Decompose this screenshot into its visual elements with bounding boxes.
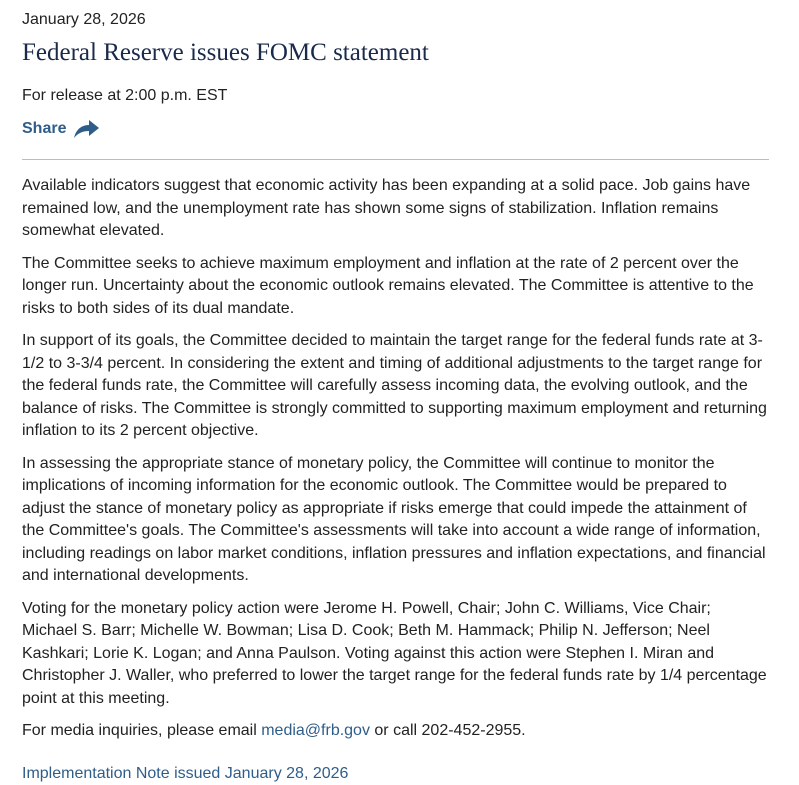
statement-body — [22, 175, 769, 785]
share-arrow-icon — [72, 118, 100, 140]
implementation-note-link[interactable]: Implementation Note issued January 28, 2026 — [22, 764, 349, 782]
share-label: Share — [22, 120, 67, 137]
paragraph-committee-goals: The Committee seeks to achieve maximum employment and inflation at the rate of 2 percent over the longer run. Uncertainty about the economic outlook remains elevated. The Committee is attentive to the risks to both sides of its dual mandate. — [22, 254, 754, 317]
paragraph-rate-decision: In support of its goals, the Committee decided to maintain the target range for the federal funds rate at 3-1/2 to 3-3/4 percent. In considering the extent and timing of additional adjustments to the target range for the federal funds rate, the Committee will carefully assess incoming data, the evolving outlook, and the balance of risks. The Committee is strongly committed to supporting maximum employment and returning inflation to its 2 percent objective. — [22, 332, 767, 439]
media-suffix: or call 202-452-2955. — [369, 722, 526, 739]
paragraph-voting: Voting for the monetary policy action were Jerome H. Powell, Chair; John C. Williams, Vice Chair; Michael S. Barr; Michelle W. Bowman; Lisa D. Cook; Beth M. Hammack; Philip N. Jefferson; Neel Kashkari; Lorie K. Logan; and Anna Paulson. Voting against this action were Stephen I. Miran and Christopher J. Waller, who preferred to lower the target range for the federal funds rate by 1/4 percentage point at this meeting. — [22, 599, 767, 707]
release-date: January 28, 2026 — [22, 11, 146, 28]
release-time: For release at 2:00 p.m. EST — [22, 87, 228, 104]
media-prefix: For media inquiries, please email — [22, 722, 262, 739]
paragraph-policy-stance: In assessing the appropriate stance of monetary policy, the Committee will continue to monitor the implications of incoming information for the economic outlook. The Committee would be prepared to adjust the stance of monetary policy as appropriate if risks emerge that could impede the attainment of the Committee's goals. The Committee's assessments will take into account a wide range of information, including readings on labor market conditions, inflation pressures and inflation expectations, and financial and international developments. — [22, 454, 766, 584]
media-inquiries — [22, 720, 769, 743]
header-divider — [22, 159, 769, 160]
page-title: Federal Reserve issues FOMC statement — [22, 39, 429, 66]
paragraph-economic-activity: Available indicators suggest that economic activity has been expanding at a solid pace. Job gains have remained low, and the unemployment rate has shown some signs of stabilization. Inflation remains somewhat elevated. — [22, 177, 751, 239]
media-email-link[interactable]: media@frb.gov — [261, 722, 370, 739]
share-button[interactable] — [22, 117, 769, 141]
